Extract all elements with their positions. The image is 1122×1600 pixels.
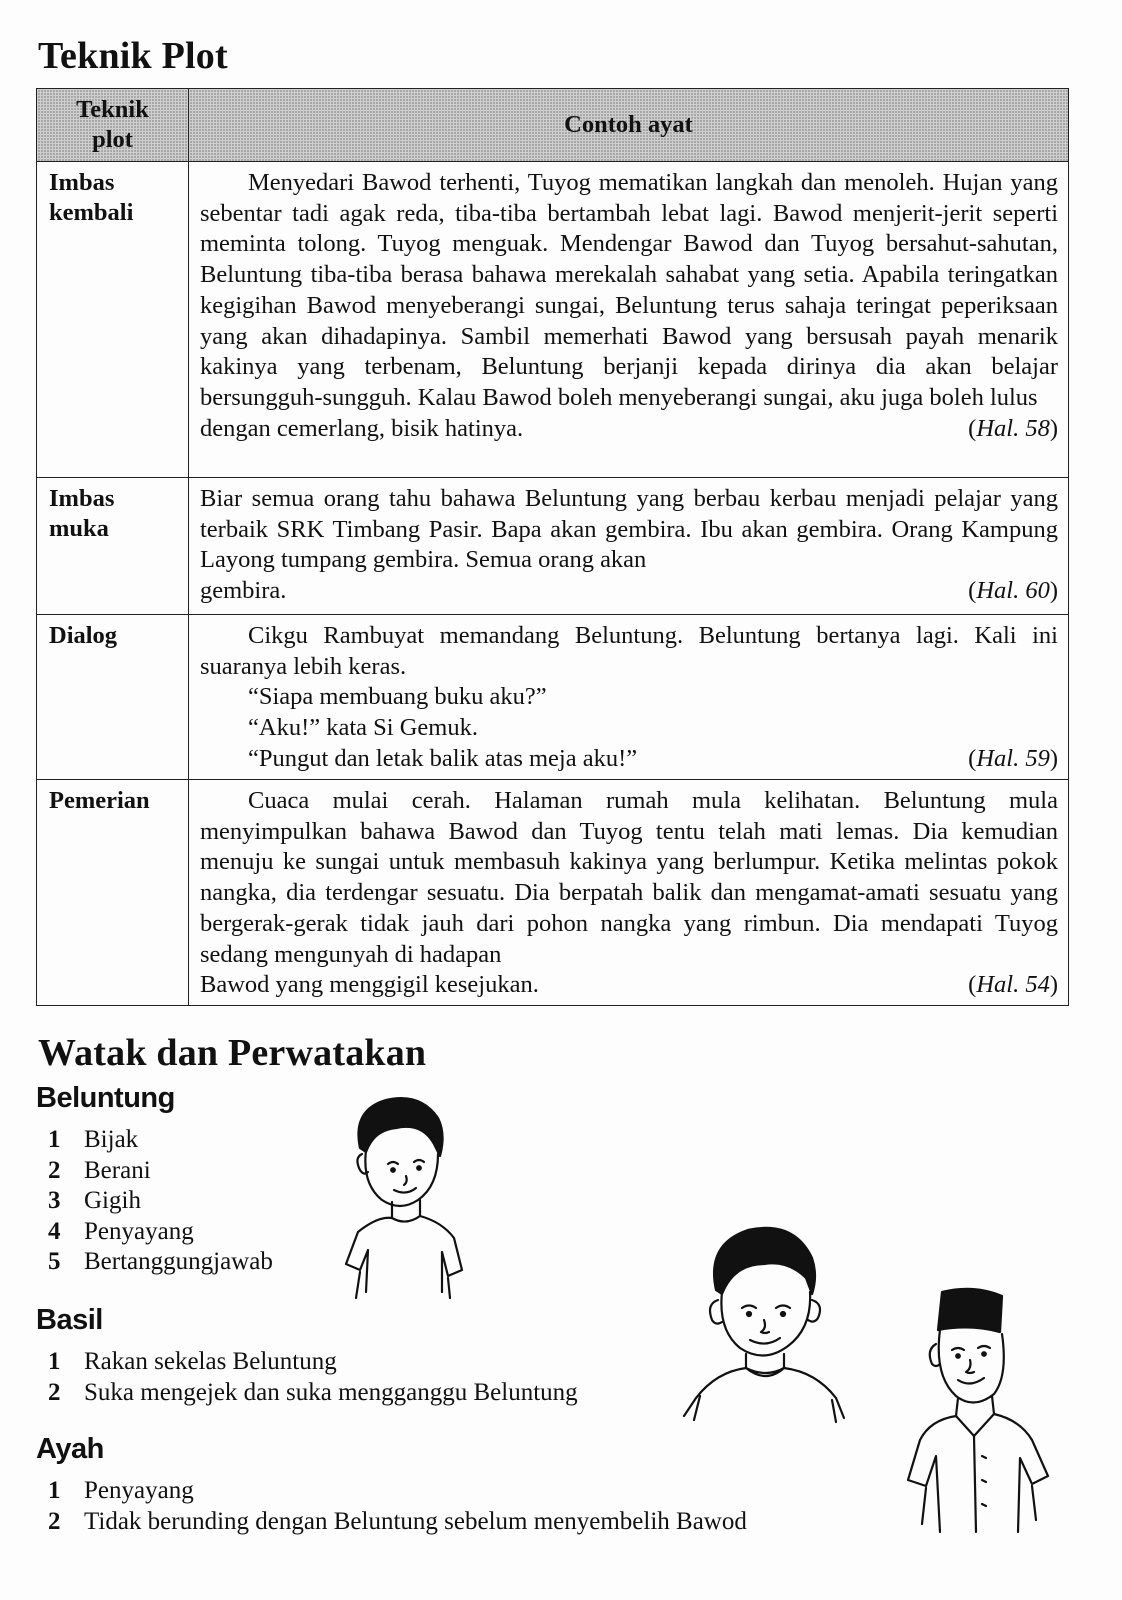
example-text: Cikgu Rambuyat memandang Beluntung. Beluntung bertanya lagi. Kali ini suaranya lebih keras. <box>200 622 1058 680</box>
list-item: 1 Rakan sekelas Beluntung <box>48 1348 337 1375</box>
table-header-row <box>37 89 1069 162</box>
character-name-beluntung: Beluntung <box>36 1082 175 1114</box>
list-item: 3 Gigih <box>48 1187 141 1215</box>
list-item: 2 Tidak berunding dengan Beluntung sebelum menyembelih Bawod <box>48 1507 747 1535</box>
list-item: 5 Bertanggungjawab <box>48 1248 273 1276</box>
dialog-line: “Siapa membuang buku aku?” <box>248 683 547 711</box>
character-name-ayah: Ayah <box>36 1433 104 1465</box>
table-row <box>37 780 1069 1006</box>
page-reference: (Hal. 54) <box>968 971 1058 999</box>
example-last-line <box>200 414 1058 445</box>
list-item: 1 Penyayang <box>48 1477 194 1504</box>
technique-cell: Imbas muka <box>37 478 189 615</box>
character-name-basil: Basil <box>36 1304 103 1336</box>
list-item: 1 Bijak <box>48 1126 139 1153</box>
trait-list-ayah <box>48 1476 747 1537</box>
table-row <box>37 615 1069 780</box>
section-title-teknik-plot: Teknik Plot <box>38 35 228 77</box>
page-reference: (Hal. 59) <box>968 744 1058 772</box>
technique-cell: Pemerian <box>37 780 189 1006</box>
example-text: Biar semua orang tahu bahawa Beluntung yang berbau kerbau menjadi pelajar yang terbaik SRK Timbang Pasir. Bapa akan gembira. Ibu akan gembira. Orang Kampung Layong tumpang gembira. Semua orang akan <box>200 485 1058 574</box>
beluntung-illustration <box>338 1092 468 1304</box>
ayah-illustration <box>900 1280 1060 1540</box>
list-item: 2 Suka mengejek dan suka mengganggu Beluntung <box>48 1378 578 1406</box>
page-reference: (Hal. 58) <box>968 414 1058 442</box>
technique-cell: Dialog <box>37 615 189 780</box>
header-technique: Teknik plot <box>37 89 189 162</box>
example-cell <box>189 478 1069 615</box>
example-cell <box>189 780 1069 1006</box>
trait-list-basil <box>48 1347 578 1408</box>
example-last-line <box>200 576 1058 607</box>
example-last-text: Bawod yang menggigil kesejukan. <box>200 971 539 999</box>
table-row <box>37 478 1069 615</box>
technique-cell: Imbas kembali <box>37 162 189 478</box>
example-last-text: gembira. <box>200 577 287 605</box>
example-last-text: dengan cemerlang, bisik hatinya. <box>200 414 524 442</box>
header-example: Contoh ayat <box>189 89 1069 162</box>
section-title-watak: Watak dan Perwatakan <box>38 1032 427 1074</box>
basil-illustration <box>676 1220 856 1430</box>
example-text: Cuaca mulai cerah. Halaman rumah mula kelihatan. Beluntung mula menyimpulkan bahawa Bawod dan Tuyog tentu telah mati lemas. Dia kemudian menuju ke sungai untuk membasuh kakinya yang berlumpur. Ketika melintas pokok nangka, dia terdengar sesuatu. Dia berpatah balik dan mengamat-amati sesuatu yang bergerak-gerak tidak jauh dari pohon nangka yang rimbun. Dia mendapati Tuyog sedang mengunyah di hadapan <box>200 787 1058 968</box>
table-row <box>37 162 1069 478</box>
trait-list-beluntung <box>48 1125 273 1278</box>
example-last-line <box>200 744 1058 775</box>
example-cell <box>189 615 1069 780</box>
example-last-line <box>200 970 1058 1001</box>
page-reference: (Hal. 60) <box>968 577 1058 605</box>
example-last-text: “Pungut dan letak balik atas meja aku!” <box>248 744 638 772</box>
dialog-line: “Aku!” kata Si Gemuk. <box>248 714 478 742</box>
plot-technique-table <box>36 88 1069 1006</box>
list-item: 4 Penyayang <box>48 1217 194 1245</box>
list-item: 2 Berani <box>48 1156 151 1184</box>
example-text: Menyedari Bawod terhenti, Tuyog mematikan langkah dan menoleh. Hujan yang sebentar tadi agak reda, tiba-tiba bertambah lebat lagi. Bawod menjerit-jerit seperti meminta tolong. Tuyog menguak. Mendengar Bawod dan Tuyog bersahut-sahutan, Beluntung tiba-tiba berasa bahawa merekalah sahabat yang setia. Apabila teringatkan kegigihan Bawod menyeberangi sungai, Beluntung terus sahaja teringat peperiksaan yang akan dihadapinya. Sambil memerhati Bawod yang bersusah payah menarik kakinya yang terbenam, Beluntung berjanji kepada dirinya dia akan belajar bersungguh-sungguh. Kalau Bawod boleh menyeberangi sungai, aku juga boleh lulus <box>200 169 1058 411</box>
example-cell <box>189 162 1069 478</box>
